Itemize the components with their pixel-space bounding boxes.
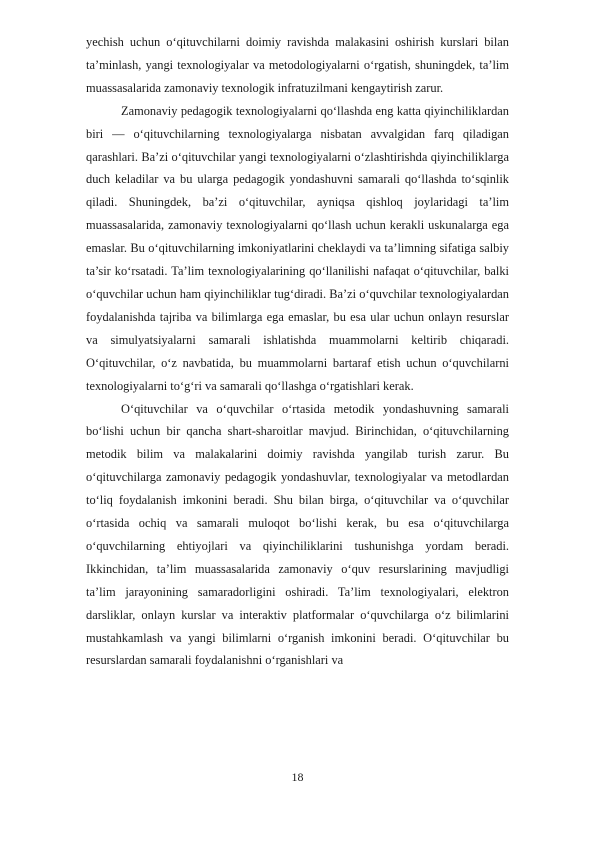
paragraph-conditions: O‘qituvchilar va o‘quvchilar o‘rtasida metodik yondashuvning samarali bo‘lishi uchun bir qancha shart-sharoitlar mavjud. Birinchidan, o‘qituvchilarning metodik bilim va malakalarini doimiy ravishda yangilab turish zarur. Bu o‘qituvchilarga zamonaviy pedagogik yondashuvlar, texnologiyalar va metodlardan to‘liq foydalanish imkonini beradi. Shu bilan birga, o‘qituvchilar va o‘quvchilar o‘rtasida ochiq va samarali muloqot bo‘lishi kerak, bu esa o‘qituvchilarga o‘quvchilarning ehtiyojlari va qiyinchiliklarini tushunishga yordam beradi. Ikkinchidan, ta’lim muassasalarida zamonaviy o‘quv resurslarining mavjudligi ta’lim jarayonining samaradorligini oshiradi. Ta’lim texnologiyalari, elektron darsliklar, onlayn kurslar va interaktiv platformalar o‘quvchilarga o‘z bilimlarini mustahkamlash va yangi bilimlarni o‘rganish imkonini beradi. O‘qituvchilar bu resurslardan samarali foydalanishni o‘rganishlari va (86, 401, 509, 668)
page-number: 18 (291, 770, 304, 784)
document-body (86, 31, 509, 672)
paragraph-challenges: Zamonaviy pedagogik texnologiyalarni qo‘llashda eng katta qiyinchiliklardan biri — o‘qituvchilarning texnologiyalarga nisbatan avvalgidan farq qiladigan qarashlari. Ba’zi o‘qituvchilar yangi texnologiyalarni o‘zlashtirishda qiyinchiliklarga duch keladilar va bu ularga pedagogik yondashuvni samarali qo‘llashda to‘sqinlik qiladi. Shuningdek, ba’zi o‘qituvchilar, ayniqsa qishloq joylaridagi ta’lim muassasalarida, zamonaviy texnologiyalarni qo‘llash uchun kerakli uskunalarga ega emaslar. Bu o‘qituvchilarning imkoniyatlarini cheklaydi va ta’limning sifatiga salbiy ta’sir ko‘rsatadi. Ta’lim texnologiyalarining qo‘llanilishi nafaqat o‘qituvchilar, balki o‘quvchilar uchun ham qiyinchiliklar tug‘diradi. Ba’zi o‘quvchilar texnologiyalardan foydalanishda tajriba va bilimlarga ega emaslar, bu esa ular uchun onlayn resurslar va simulyatsiyalarni samarali ishlatishda muammolarni keltirib chiqaradi. O‘qituvchilar, o‘z navbatida, bu muammolarni bartaraf etish uchun o‘quvchilarni texnologiyalarni to‘g‘ri va samarali qo‘llashga o‘rgatishlari kerak. (86, 103, 509, 393)
paragraph-continuation: yechish uchun o‘qituvchilarni doimiy ravishda malakasini oshirish kurslari bilan ta’minlash, yangi texnologiyalar va metodologiyalarni o‘rgatish, shuningdek, ta’lim muassasalarida zamonaviy texnologik infratuzilmani kengaytirish zarur. (86, 35, 509, 95)
